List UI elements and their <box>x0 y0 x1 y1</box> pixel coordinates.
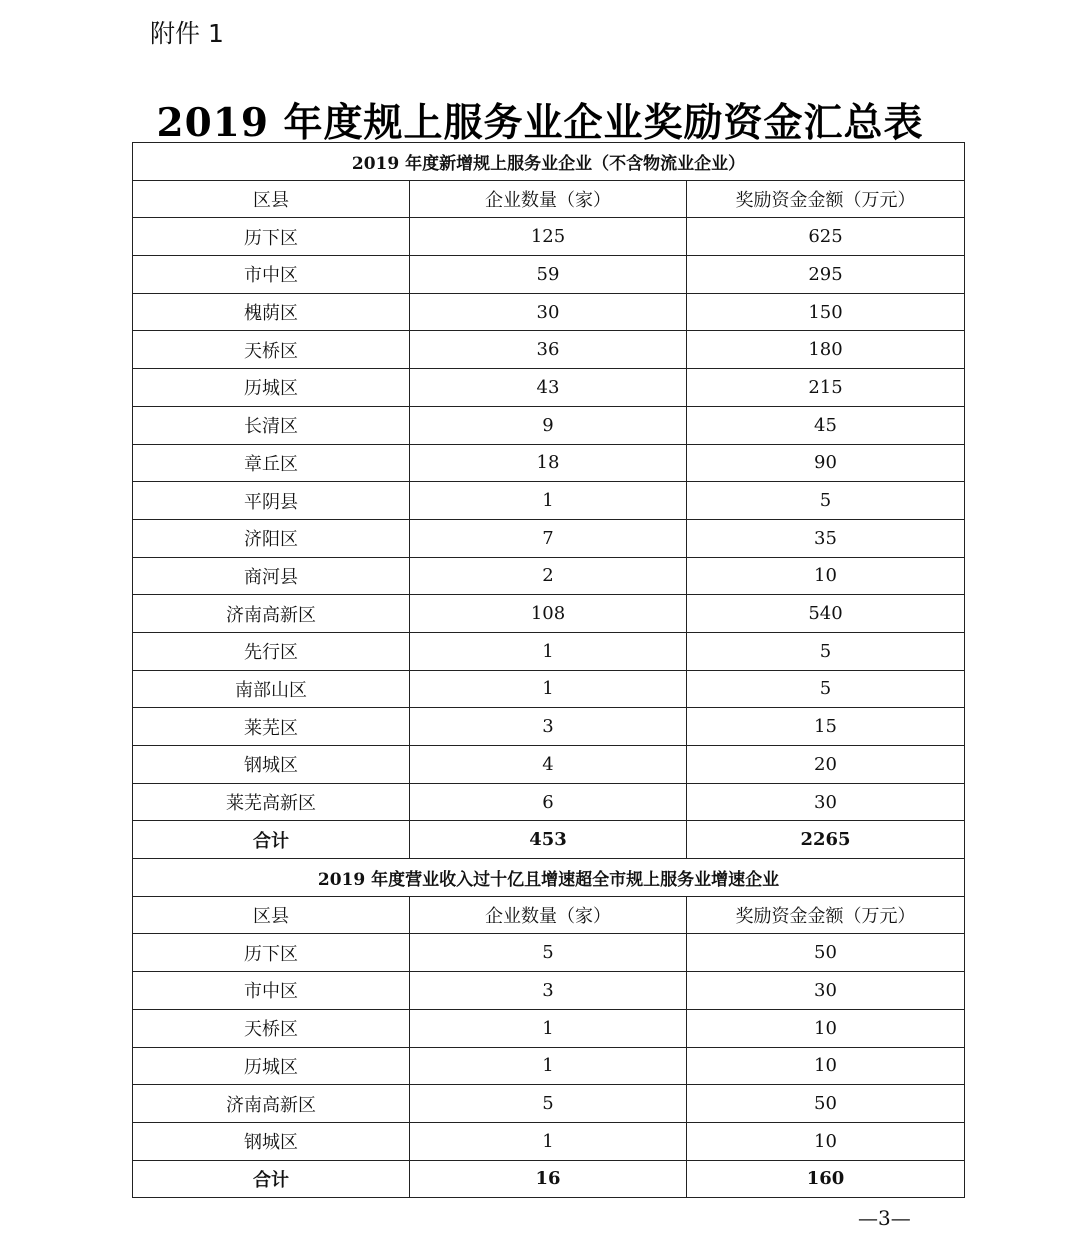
count-cell: 43 <box>410 369 687 407</box>
district-cell: 历下区 <box>133 218 410 256</box>
table-row <box>133 632 965 670</box>
amount-cell: 30 <box>687 783 965 821</box>
total-label: 合计 <box>133 821 410 859</box>
district-cell: 莱芜区 <box>133 708 410 746</box>
count-cell: 1 <box>410 1047 687 1085</box>
total-row <box>133 1160 965 1198</box>
total-count-cell: 16 <box>410 1160 687 1198</box>
district-cell: 商河县 <box>133 557 410 595</box>
count-cell: 1 <box>410 632 687 670</box>
column-header: 奖励资金金额（万元） <box>687 896 965 934</box>
district-cell: 南部山区 <box>133 670 410 708</box>
amount-cell: 30 <box>687 972 965 1010</box>
column-header: 区县 <box>133 896 410 934</box>
count-cell: 2 <box>410 557 687 595</box>
district-cell: 钢城区 <box>133 1122 410 1160</box>
amount-cell: 20 <box>687 746 965 784</box>
total-amount-cell: 160 <box>687 1160 965 1198</box>
table-row <box>133 293 965 331</box>
district-cell: 章丘区 <box>133 444 410 482</box>
district-cell: 钢城区 <box>133 746 410 784</box>
count-cell: 1 <box>410 670 687 708</box>
district-cell: 济阳区 <box>133 519 410 557</box>
amount-cell: 15 <box>687 708 965 746</box>
table-row <box>133 444 965 482</box>
document-title: 2019 年度规上服务业企业奖励资金汇总表 <box>156 100 924 146</box>
total-amount-cell: 2265 <box>687 821 965 859</box>
count-cell: 7 <box>410 519 687 557</box>
count-cell: 4 <box>410 746 687 784</box>
amount-cell: 540 <box>687 595 965 633</box>
count-cell: 5 <box>410 1085 687 1123</box>
table-row <box>133 972 965 1010</box>
amount-cell: 10 <box>687 1047 965 1085</box>
amount-cell: 10 <box>687 557 965 595</box>
district-cell: 历城区 <box>133 369 410 407</box>
amount-cell: 295 <box>687 256 965 294</box>
table-row <box>133 1047 965 1085</box>
amount-cell: 10 <box>687 1122 965 1160</box>
table-row <box>133 331 965 369</box>
table-row <box>133 595 965 633</box>
amount-cell: 50 <box>687 1085 965 1123</box>
table-row <box>133 406 965 444</box>
column-header-row <box>133 180 965 218</box>
count-cell: 108 <box>410 595 687 633</box>
count-cell: 5 <box>410 934 687 972</box>
amount-cell: 10 <box>687 1009 965 1047</box>
district-cell: 天桥区 <box>133 331 410 369</box>
amount-cell: 180 <box>687 331 965 369</box>
district-cell: 莱芜高新区 <box>133 783 410 821</box>
page-number: —3— <box>858 1206 911 1230</box>
amount-cell: 215 <box>687 369 965 407</box>
amount-cell: 50 <box>687 934 965 972</box>
count-cell: 3 <box>410 972 687 1010</box>
count-cell: 1 <box>410 1122 687 1160</box>
district-cell: 济南高新区 <box>133 595 410 633</box>
count-cell: 1 <box>410 482 687 520</box>
amount-cell: 5 <box>687 482 965 520</box>
column-header: 奖励资金金额（万元） <box>687 180 965 218</box>
amount-cell: 5 <box>687 632 965 670</box>
table-row <box>133 1122 965 1160</box>
district-cell: 先行区 <box>133 632 410 670</box>
table-row <box>133 557 965 595</box>
amount-cell: 90 <box>687 444 965 482</box>
amount-cell: 35 <box>687 519 965 557</box>
district-cell: 历下区 <box>133 934 410 972</box>
section-heading-row <box>133 143 965 181</box>
table-row <box>133 1085 965 1123</box>
column-header: 区县 <box>133 180 410 218</box>
attachment-label: 附件 1 <box>150 19 224 48</box>
table-row <box>133 369 965 407</box>
section-heading: 2019 年度营业收入过十亿且增速超全市规上服务业增速企业 <box>133 859 965 897</box>
amount-cell: 45 <box>687 406 965 444</box>
summary-table <box>132 142 965 1198</box>
table-row <box>133 218 965 256</box>
total-row <box>133 821 965 859</box>
count-cell: 36 <box>410 331 687 369</box>
count-cell: 30 <box>410 293 687 331</box>
table-row <box>133 1009 965 1047</box>
section-heading-row <box>133 859 965 897</box>
total-count-cell: 453 <box>410 821 687 859</box>
district-cell: 天桥区 <box>133 1009 410 1047</box>
count-cell: 59 <box>410 256 687 294</box>
amount-cell: 150 <box>687 293 965 331</box>
table-row <box>133 670 965 708</box>
count-cell: 6 <box>410 783 687 821</box>
district-cell: 平阴县 <box>133 482 410 520</box>
district-cell: 市中区 <box>133 256 410 294</box>
table-row <box>133 256 965 294</box>
district-cell: 历城区 <box>133 1047 410 1085</box>
count-cell: 3 <box>410 708 687 746</box>
count-cell: 18 <box>410 444 687 482</box>
count-cell: 1 <box>410 1009 687 1047</box>
district-cell: 长清区 <box>133 406 410 444</box>
amount-cell: 625 <box>687 218 965 256</box>
amount-cell: 5 <box>687 670 965 708</box>
district-cell: 济南高新区 <box>133 1085 410 1123</box>
table-row <box>133 746 965 784</box>
table-row <box>133 934 965 972</box>
district-cell: 槐荫区 <box>133 293 410 331</box>
district-cell: 市中区 <box>133 972 410 1010</box>
table-row <box>133 482 965 520</box>
table-row <box>133 519 965 557</box>
table-row <box>133 708 965 746</box>
section-heading: 2019 年度新增规上服务业企业（不含物流业企业） <box>133 143 965 181</box>
count-cell: 9 <box>410 406 687 444</box>
column-header: 企业数量（家） <box>410 896 687 934</box>
count-cell: 125 <box>410 218 687 256</box>
column-header-row <box>133 896 965 934</box>
total-label: 合计 <box>133 1160 410 1198</box>
table-row <box>133 783 965 821</box>
column-header: 企业数量（家） <box>410 180 687 218</box>
summary-table-body <box>133 143 965 1198</box>
